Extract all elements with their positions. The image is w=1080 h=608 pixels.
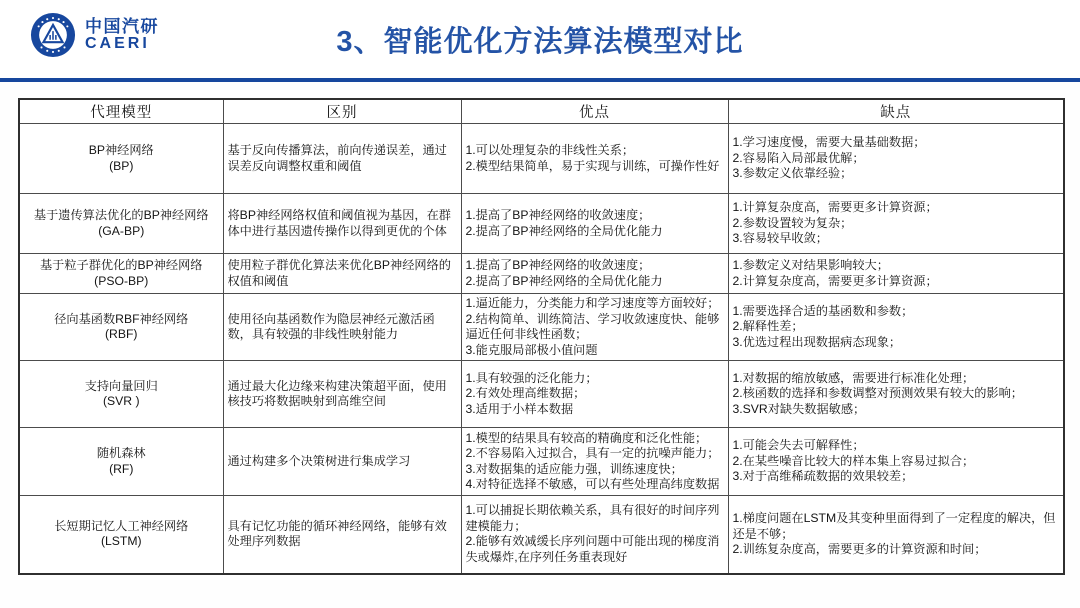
advantages-cell	[461, 124, 728, 194]
disadvantage-item: 1.对数据的缩放敏感，需要进行标准化处理；	[732, 370, 975, 385]
model-name: 支持向量回归	[84, 378, 158, 393]
advantages-cell	[461, 254, 728, 294]
difference-cell: 通过最大化边缘来构建决策超平面，使用核技巧将数据映射到高维空间	[223, 361, 461, 428]
disadvantage-item: 2.参数设置较为复杂；	[732, 215, 853, 230]
advantage-item: 2.提高了BP神经网络的全局优化能力	[465, 273, 663, 288]
advantage-item: 1.可以处理复杂的非线性关系；	[465, 143, 635, 157]
advantage-item: 3.适用于小样本数据	[465, 401, 574, 416]
advantage-item: 4.对特征选择不敏感，可以有些处理高纬度数据	[465, 477, 720, 491]
model-name: 基于粒子群优化的BP神经网络	[39, 258, 203, 272]
disadvantage-item: 2.容易陷入局部最优解；	[732, 150, 865, 165]
disadvantages-cell	[728, 124, 1064, 194]
page-title: 3、智能优化方法算法模型对比	[336, 25, 744, 58]
disadvantage-item: 2.在某些噪音比较大的样本集上容易过拟合；	[732, 453, 975, 468]
difference-cell: 基于反向传播算法，前向传递误差，通过误差反向调整权重和阈值	[223, 124, 461, 194]
table-container	[0, 82, 1080, 575]
difference-cell: 使用粒子群优化算法来优化BP神经网络的权值和阈值	[223, 254, 461, 294]
difference-cell: 具有记忆功能的循环神经网络，能够有效处理序列数据	[223, 496, 461, 574]
difference-cell: 使用径向基函数作为隐层神经元激活函数，具有较强的非线性映射能力	[223, 294, 461, 361]
disadvantage-item: 1.需要选择合适的基函数和参数；	[732, 303, 914, 318]
model-cell	[19, 361, 223, 428]
advantages-cell	[461, 294, 728, 361]
advantage-item: 2.能够有效减缓长序列问题中可能出现的梯度消失或爆炸,在序列任务重表现好	[465, 534, 720, 564]
disadvantage-item: 2.训练复杂度高，需要更多的计算资源和时间；	[732, 542, 987, 556]
disadvantage-item: 3.SVR对缺失数据敏感；	[732, 401, 866, 416]
disadvantages-cell	[728, 428, 1064, 496]
disadvantages-cell	[728, 254, 1064, 294]
advantage-item: 3.能克服局部极小值问题	[465, 342, 598, 357]
disadvantage-item: 1.学习速度慢，需要大量基础数据；	[732, 135, 926, 150]
model-abbr: (BP)	[109, 158, 134, 173]
model-name: 基于遗传算法优化的BP神经网络	[33, 208, 209, 222]
advantage-item: 1.提高了BP神经网络的收敛速度；	[465, 258, 651, 272]
advantage-item: 1.可以捕捉长期依赖关系，具有很好的时间序列建模能力；	[465, 503, 720, 533]
slide-header	[0, 0, 1080, 78]
advantage-item: 1.具有较强的泛化能力；	[465, 370, 598, 385]
disadvantage-item: 3.优选过程出现数据病态现象；	[732, 334, 902, 349]
disadvantages-cell	[728, 294, 1064, 361]
model-name: 长短期记忆人工神经网络	[54, 518, 189, 533]
model-comparison-table	[18, 98, 1065, 575]
advantage-item: 2.模型结果简单，易于实现与训练，可操作性好	[465, 158, 720, 173]
advantage-item: 1.提高了BP神经网络的收敛速度；	[465, 208, 651, 222]
model-name: 随机森林	[96, 446, 146, 460]
column-header-3: 缺点	[728, 99, 1064, 124]
disadvantage-item: 1.参数定义对结果影响较大；	[732, 258, 889, 272]
disadvantage-item: 2.解释性差；	[732, 319, 804, 334]
disadvantage-item: 2.核函数的选择和参数调整对预测效果有较大的影响；	[732, 386, 1023, 401]
advantages-cell	[461, 496, 728, 574]
disadvantage-item: 2.计算复杂度高，需要更多计算资源；	[732, 273, 938, 288]
difference-cell: 通过构建多个决策树进行集成学习	[223, 428, 461, 496]
disadvantage-item: 3.参数定义依靠经验；	[732, 166, 853, 181]
table-row	[19, 361, 1064, 428]
disadvantage-item: 1.计算复杂度高，需要更多计算资源；	[732, 200, 938, 215]
table-header-row	[19, 99, 1064, 124]
advantages-cell	[461, 361, 728, 428]
table-row	[19, 428, 1064, 496]
model-cell	[19, 496, 223, 574]
advantage-item: 2.不容易陷入过拟合，具有一定的抗噪声能力；	[465, 446, 720, 460]
model-cell	[19, 124, 223, 194]
disadvantage-item: 3.对于高维稀疏数据的效果较差；	[732, 469, 914, 484]
model-abbr: (GA-BP)	[98, 223, 145, 238]
disadvantages-cell	[728, 496, 1064, 574]
logo-name-cn: 中国汽研	[85, 16, 159, 36]
disadvantage-item: 1.可能会失去可解释性；	[732, 438, 865, 453]
table-row	[19, 194, 1064, 254]
model-name: 径向基函数RBF神经网络	[54, 311, 189, 326]
model-abbr: (LSTM)	[100, 534, 142, 549]
advantage-item: 2.结构简单、训练简洁、学习收敛速度快、能够逼近任何非线性函数；	[465, 311, 720, 341]
model-cell	[19, 294, 223, 361]
advantage-item: 1.逼近能力，分类能力和学习速度等方面较好；	[465, 296, 720, 310]
advantage-item: 2.提高了BP神经网络的全局优化能力	[465, 223, 663, 238]
table-row	[19, 496, 1064, 574]
advantage-item: 3.对数据集的适应能力强，训练速度快；	[465, 461, 683, 476]
model-abbr: (RBF)	[105, 327, 138, 341]
disadvantage-item: 3.容易较早收敛；	[732, 231, 828, 246]
column-header-1: 区别	[223, 99, 461, 124]
difference-cell: 将BP神经网络权值和阈值视为基因，在群体中进行基因遗传操作以得到更优的个体	[223, 194, 461, 254]
advantage-item: 1.模型的结果具有较高的精确度和泛化性能；	[465, 430, 708, 445]
model-name: BP神经网络	[88, 143, 154, 157]
model-cell	[19, 254, 223, 294]
disadvantage-item: 1.梯度问题在LSTM及其变种里面得到了一定程度的解决，但还是不够；	[732, 511, 1056, 541]
logo-name-en: CAERI	[85, 34, 150, 52]
advantages-cell	[461, 194, 728, 254]
model-cell	[19, 194, 223, 254]
advantages-cell	[461, 428, 728, 496]
model-abbr: (RF)	[109, 461, 134, 476]
column-header-2: 优点	[461, 99, 728, 124]
table-row	[19, 254, 1064, 294]
advantage-item: 2.有效处理高维数据；	[465, 386, 586, 401]
table-row	[19, 294, 1064, 361]
model-abbr: (SVR )	[102, 394, 140, 408]
disadvantages-cell	[728, 361, 1064, 428]
model-cell	[19, 428, 223, 496]
column-header-0: 代理模型	[19, 99, 223, 124]
disadvantages-cell	[728, 194, 1064, 254]
model-abbr: (PSO-BP)	[94, 273, 149, 288]
table-row	[19, 124, 1064, 194]
